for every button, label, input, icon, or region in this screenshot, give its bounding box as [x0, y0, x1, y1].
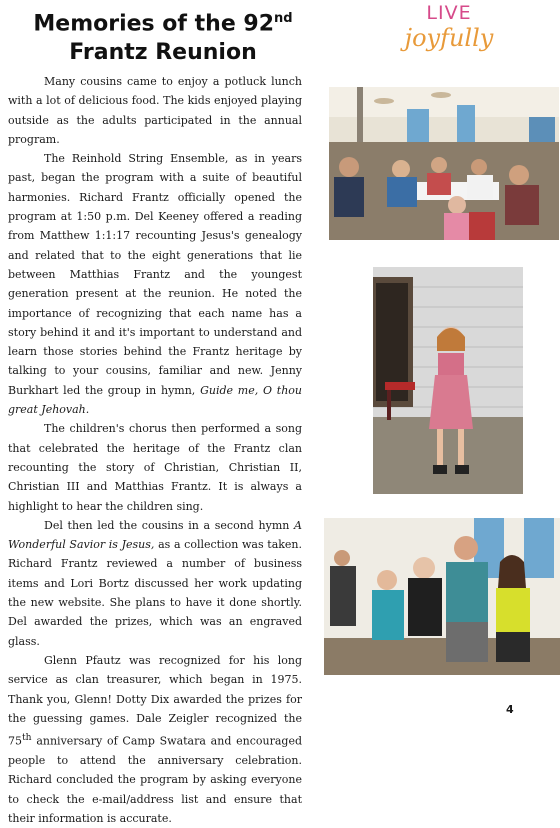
paragraph-childrens-chorus: The children's chorus then performed a song that celebrated the heritage of the Frantz clan recounting the story of Christian, Christian II, Christian III and Matthias Frantz. It is always a highlight to hear the children sing. — [8, 422, 302, 513]
hymn-title: Guide me, O thou great Jehovah. — [8, 383, 302, 417]
page-number: 4 — [506, 703, 514, 716]
photo-girl-outside — [373, 267, 523, 494]
photo-reunion-hall — [329, 87, 559, 240]
title-line-1: Memories of the 92nd — [33, 11, 293, 37]
logo-live-text: LIVE — [426, 2, 472, 24]
article-body — [8, 72, 302, 828]
paragraph-program: The Reinhold String Ensemble, as in years past, began the program with a suite of beautiful harmonies. Richard Frantz officially opened the program at 1:50 p.m. Del Keeney offered a reading from Matthew 1:1:17 recounting Jesus's genealogy and related that to the eight generations that lie between Matthias Frantz and the youngest generation present at the reunion. He noted the importance of recognizing that each name has a story behind it and it's important to understand and learn those stories behind the Frantz heritage by talking to your cousins, familiar and new. Jenny Burkhart led the group in hymn, Guide me, O thou great Jehovah. — [8, 152, 302, 417]
photo-family-group — [324, 518, 560, 675]
logo-joyfully-text: joyfully — [404, 24, 494, 52]
paragraph-potluck: Many cousins came to enjoy a potluck lunch with a lot of delicious food. The kids enjoyed playing outside as the adults participated in the annual program. — [8, 75, 302, 146]
live-joyfully-logo — [374, 2, 524, 52]
paragraph-second-hymn: Del then led the cousins in a second hymn A Wonderful Savior is Jesus, as a collection was taken. Richard Frantz reviewed a number of business items and Lori Bortz discussed her work updating the new website. She plans to have it done shortly. Del awarded the prizes, which was an engraved glass. — [8, 518, 303, 648]
article-title — [8, 4, 318, 67]
hymn-title: A Wonderful Savior is Jesus, — [8, 518, 302, 552]
title-line-2: Frantz Reunion — [69, 40, 257, 66]
paragraph-treasurer: Glenn Pfautz was recognized for his long service as clan treasurer, which began in 1975. Thank you, Glenn! Dotty Dix awarded the prizes for the guessing games. Dale Zeigler recognized the 75th anniversary of Camp Swatara and encouraged people to attend the anniversary celebration. Richard concluded the program by asking everyone to check the e-mail/address list and ensure that their information is accurate. — [8, 653, 302, 825]
